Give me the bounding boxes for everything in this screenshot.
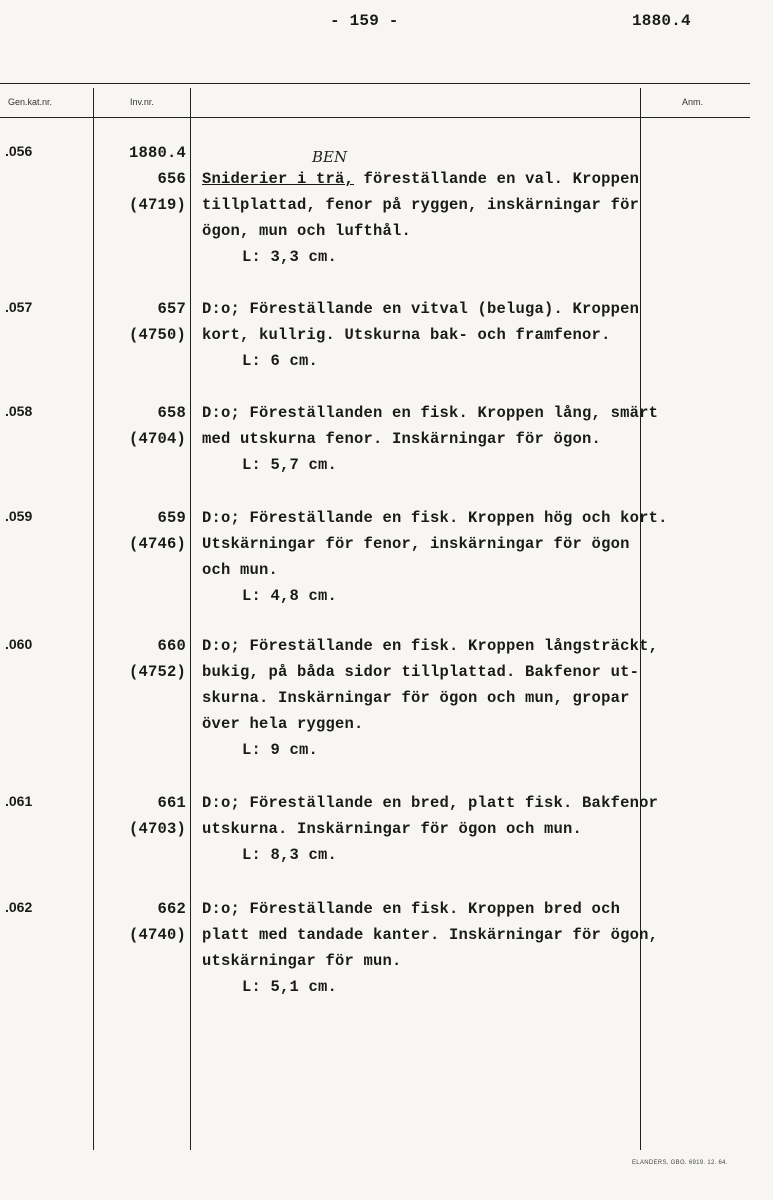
description-line: föreställande en val. Kroppen bbox=[363, 170, 640, 188]
inv-number bbox=[96, 400, 186, 452]
description-line: D:o; Föreställande en fisk. Kroppen långsträckt, bbox=[202, 637, 659, 655]
description-line: över hela ryggen. bbox=[202, 715, 364, 733]
length-measure: L: 9 cm. bbox=[242, 741, 319, 759]
length-measure: L: 8,3 cm. bbox=[242, 846, 338, 864]
length-measure: L: 4,8 cm. bbox=[242, 587, 338, 605]
column-header-gen: Gen.kat.nr. bbox=[8, 97, 53, 107]
inv-year: 1880.4 bbox=[128, 144, 186, 162]
page-number: - 159 - bbox=[330, 12, 399, 30]
inv-number bbox=[96, 296, 186, 348]
description-line: ögon, mun och lufthål. bbox=[202, 222, 412, 240]
inv-primary: 657 bbox=[157, 300, 186, 318]
inv-number bbox=[96, 790, 186, 842]
column-header-inv: Inv.nr. bbox=[130, 97, 154, 107]
description-line: D:o; Föreställande en fisk. Kroppen bred och bbox=[202, 900, 621, 918]
inv-secondary: (4704) bbox=[128, 430, 186, 448]
description-line: med utskurna fenor. Inskärningar för ögon. bbox=[202, 430, 602, 448]
gen-number: .060 bbox=[5, 636, 33, 652]
description-line: D:o; Föreställanden en fisk. Kroppen lång, smärt bbox=[202, 404, 659, 422]
description-line: tillplattad, fenor på ryggen, inskärningar för bbox=[202, 196, 640, 214]
description-line: bukig, på båda sidor tillplattad. Bakfenor ut- bbox=[202, 663, 640, 681]
inv-number bbox=[96, 505, 186, 557]
inv-number bbox=[96, 896, 186, 948]
entry-description bbox=[202, 896, 662, 1000]
description-line: platt med tandade kanter. Inskärningar för ögon, bbox=[202, 926, 659, 944]
year-reference: 1880.4 bbox=[632, 12, 691, 30]
length-measure: L: 5,1 cm. bbox=[242, 978, 338, 996]
gen-number: .056 bbox=[5, 143, 33, 159]
column-divider-gen bbox=[93, 88, 94, 1150]
inv-primary: 661 bbox=[157, 794, 186, 812]
entry-description bbox=[202, 633, 662, 763]
inv-primary: 658 bbox=[157, 404, 186, 422]
inv-secondary: (4719) bbox=[128, 196, 186, 214]
description-line: D:o; Föreställande en vitval (beluga). Kroppen bbox=[202, 300, 640, 318]
entry-description bbox=[202, 296, 662, 374]
inv-primary: 656 bbox=[157, 170, 186, 188]
inv-secondary: (4740) bbox=[128, 926, 186, 944]
description-line: kort, kullrig. Utskurna bak- och framfenor. bbox=[202, 326, 611, 344]
description-line: D:o; Föreställande en fisk. Kroppen hög och kort. bbox=[202, 509, 668, 527]
gen-number: .062 bbox=[5, 899, 33, 915]
inv-primary: 662 bbox=[157, 900, 186, 918]
length-measure: L: 6 cm. bbox=[242, 352, 319, 370]
entry-description bbox=[202, 166, 662, 270]
column-header-anm: Anm. bbox=[682, 97, 704, 107]
inv-secondary: (4746) bbox=[128, 535, 186, 553]
entry-title: Sniderier i trä, bbox=[202, 170, 355, 188]
gen-number: .061 bbox=[5, 793, 33, 809]
gen-number: .057 bbox=[5, 299, 33, 315]
inv-primary: 659 bbox=[157, 509, 186, 527]
inv-secondary: (4752) bbox=[128, 663, 186, 681]
gen-number: .058 bbox=[5, 403, 33, 419]
entry-description bbox=[202, 400, 662, 478]
printer-imprint: ELANDERS, GBG. 6919. 12. 64. bbox=[632, 1160, 728, 1166]
length-measure: L: 5,7 cm. bbox=[242, 456, 338, 474]
inv-number bbox=[96, 633, 186, 685]
entry-description bbox=[202, 790, 662, 868]
description-line: Utskärningar för fenor, inskärningar för ögon bbox=[202, 535, 630, 553]
entry-description bbox=[202, 505, 668, 609]
description-line: och mun. bbox=[202, 561, 279, 579]
gen-number: .059 bbox=[5, 508, 33, 524]
column-divider-inv bbox=[190, 88, 191, 1150]
top-rule bbox=[0, 83, 750, 84]
inv-secondary: (4703) bbox=[128, 820, 186, 838]
inv-secondary: (4750) bbox=[128, 326, 186, 344]
description-line: utskärningar för mun. bbox=[202, 952, 402, 970]
description-line: D:o; Föreställande en bred, platt fisk. Bakfenor bbox=[202, 794, 659, 812]
description-line: skurna. Inskärningar för ögon och mun, gropar bbox=[202, 689, 630, 707]
handwritten-annotation: BEN bbox=[312, 148, 348, 166]
header-rule bbox=[0, 117, 750, 118]
description-line: utskurna. Inskärningar för ögon och mun. bbox=[202, 820, 583, 838]
length-measure: L: 3,3 cm. bbox=[242, 248, 338, 266]
inv-number bbox=[96, 140, 186, 218]
inv-primary: 660 bbox=[157, 637, 186, 655]
